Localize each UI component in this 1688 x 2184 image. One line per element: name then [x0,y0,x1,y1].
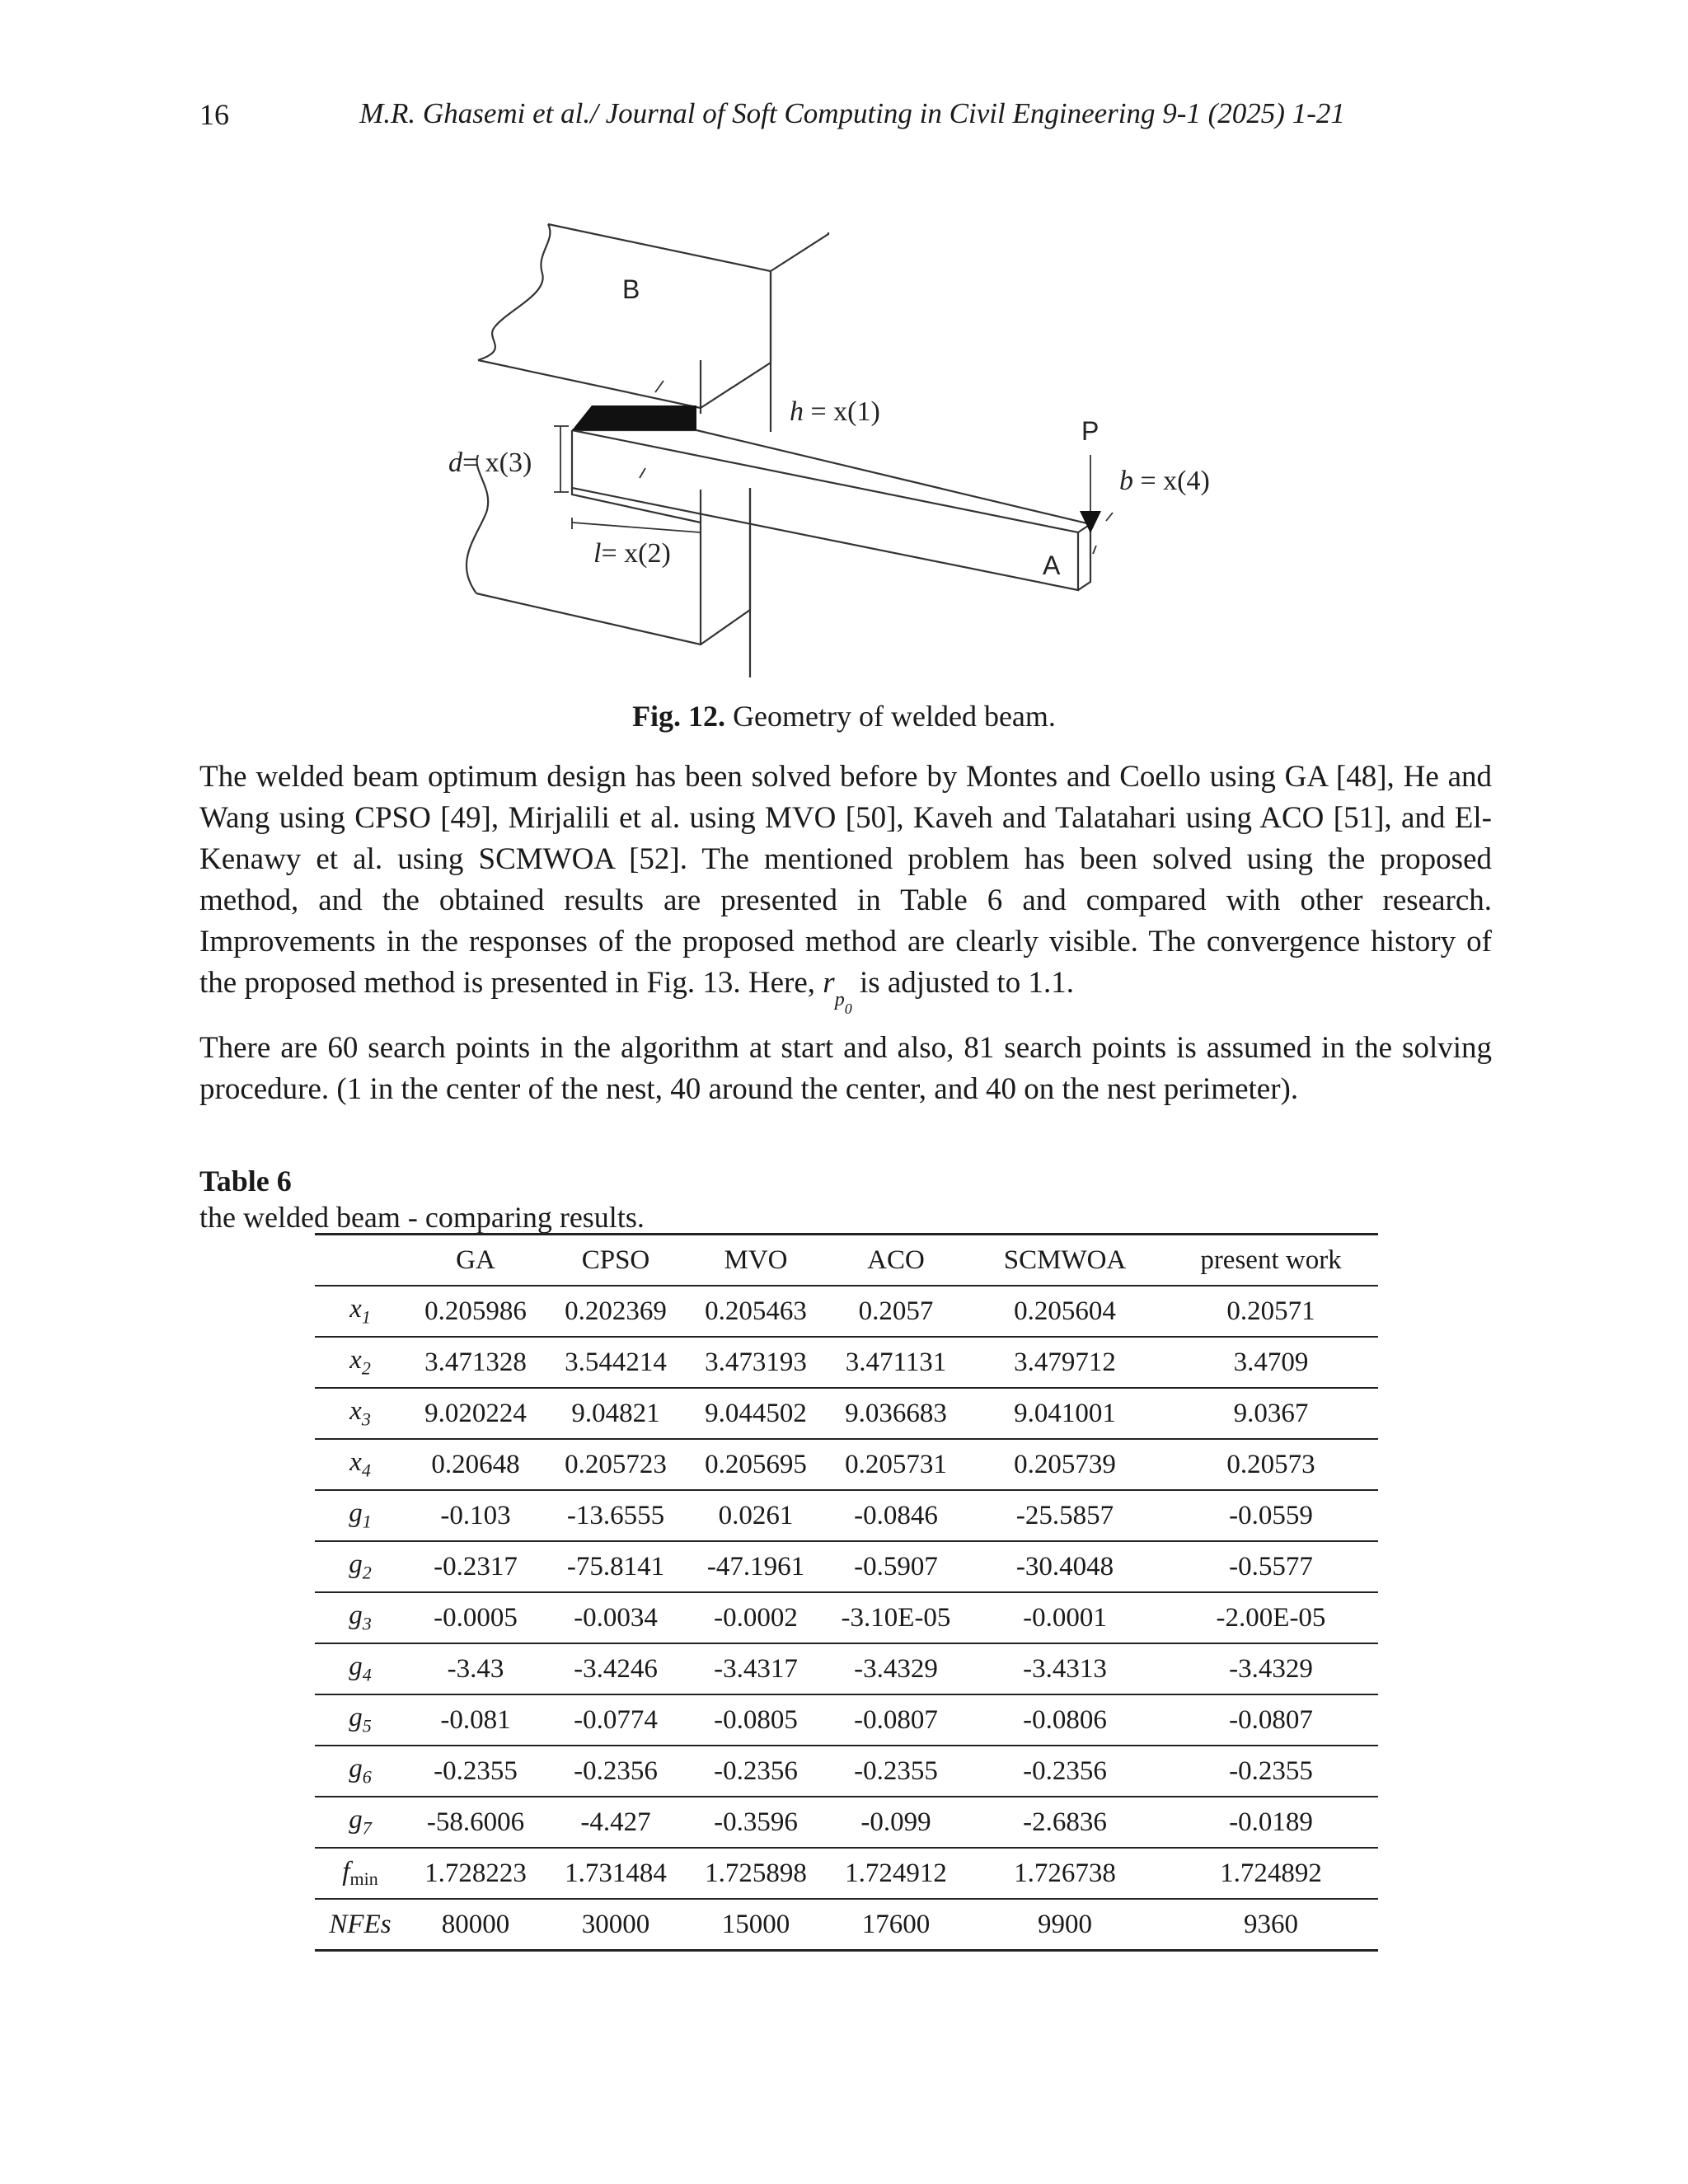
table-title: Table 6 [199,1165,292,1197]
figure-caption [0,699,1688,733]
table-cell: 1.726738 [966,1848,1164,1899]
table-cell: -2.6836 [966,1797,1164,1848]
page-number: 16 [199,98,229,131]
table-cell: 0.0261 [686,1490,826,1541]
table-cell: -3.43 [406,1643,546,1694]
table-cell: 9900 [966,1899,1164,1951]
table-cell: 17600 [826,1899,966,1951]
table-cell: -0.2355 [826,1746,966,1797]
table-cell: -0.2356 [966,1746,1164,1797]
table-cell: -0.0807 [1164,1694,1378,1746]
label-a: A [1043,551,1061,580]
table-cell: -0.2356 [546,1746,686,1797]
table-cell: -3.4313 [966,1643,1164,1694]
label-h: h = x(1) [790,396,880,427]
column-header: MVO [686,1235,826,1286]
beam-top-face [572,430,1090,532]
table-cell: -0.0846 [826,1490,966,1541]
table-cell: -0.081 [406,1694,546,1746]
table-row [315,1490,1378,1541]
table-cell: 9.041001 [966,1388,1164,1439]
row-variable: $x_4$ [315,1439,406,1490]
row-variable: fmin [315,1848,406,1899]
caption-label: Fig. 12. [632,700,726,733]
table-cell: -3.4317 [686,1643,826,1694]
label-p: P [1081,416,1100,446]
table-row [315,1388,1378,1439]
table-cell: -3.10E-05 [826,1592,966,1643]
table-cell: -0.2356 [686,1746,826,1797]
table-row [315,1797,1378,1848]
table-cell: 0.205986 [406,1286,546,1337]
table-cell: -0.0189 [1164,1797,1378,1848]
row-variable: $g_1$ [315,1490,406,1541]
table-cell: -0.0805 [686,1694,826,1746]
table-cell: 3.544214 [546,1337,686,1388]
body-text [199,757,1492,1110]
paragraph-1: The welded beam optimum design has been solved before by Montes and Coello using GA [48], He and Wang using CPSO [49], Mirjalili et al. using MVO [50], Kaveh and Talatahari using ACO [51], and El-Kenawy et al. using SCMWOA [52]. The mentioned problem has been solved using the proposed method, and the obtained results are presented in Table 6 and compared with other research. Improvements in the responses of the proposed method are clearly visible. The convergence history of the proposed method is presented in Fig. 13. Here, $r_{p_0}$ is adjusted to 1.1. [199,760,1492,1018]
table-cell: -2.00E-05 [1164,1592,1378,1643]
rp-symbol: $r_{p_0}$ [823,966,852,1018]
table-row [315,1746,1378,1797]
table-cell: -0.0002 [686,1592,826,1643]
table-cell: 1.731484 [546,1848,686,1899]
running-head: M.R. Ghasemi et al./ Journal of Soft Computing in Civil Engineering 9-1 (2025) 1-21 [359,97,1345,129]
support-wavy-edge-top [478,224,550,360]
dim-l-line [572,518,701,532]
row-variable: $x_1$ [315,1286,406,1337]
table-cell: 9.0367 [1164,1388,1378,1439]
table-cell: -0.2355 [406,1746,546,1797]
table-cell: -3.4329 [826,1643,966,1694]
table-row [315,1694,1378,1746]
support-right-face [701,271,771,408]
table-cell: -0.3596 [686,1797,826,1848]
table-cell: -0.0001 [966,1592,1164,1643]
table-cell: 15000 [686,1899,826,1951]
row-variable: NFEs [315,1899,406,1951]
dim-d-line [554,426,569,492]
caption-text: Geometry of welded beam. [725,700,1056,733]
table-cell: -0.0034 [546,1592,686,1643]
table-cell: -3.4329 [1164,1643,1378,1694]
table-cell: -0.0806 [966,1694,1164,1746]
column-header: SCMWOA [966,1235,1164,1286]
table-cell: -3.4246 [546,1643,686,1694]
table-cell: 0.205463 [686,1286,826,1337]
table-cell: 1.728223 [406,1848,546,1899]
table-subtitle: the welded beam - comparing results. [199,1201,645,1234]
table-cell: 0.20571 [1164,1286,1378,1337]
table-cell: 3.479712 [966,1337,1164,1388]
column-header: present work [1164,1235,1378,1286]
table-cell: 3.471328 [406,1337,546,1388]
row-variable: $g_6$ [315,1746,406,1797]
table-cell: -58.6006 [406,1797,546,1848]
table-cell: -30.4048 [966,1541,1164,1592]
table-cell: -4.427 [546,1797,686,1848]
table-cell: 0.205723 [546,1439,686,1490]
label-bw: b = x(4) [1119,466,1210,496]
welded-beam-figure [412,216,1286,677]
header-empty [315,1235,406,1286]
row-variable: $g_3$ [315,1592,406,1643]
beam-lower-weld-line [572,488,701,523]
table-cell: 9.044502 [686,1388,826,1439]
table-row [315,1286,1378,1337]
table-cell: 3.471131 [826,1337,966,1388]
table-cell: -13.6555 [546,1490,686,1541]
table-row [315,1643,1378,1694]
paragraph-2: There are 60 search points in the algorithm at start and also, 81 search points is assumed in the solving procedure. (1 in the center of the nest, 40 around the center, and 40 on the nest perimeter). [199,1031,1492,1107]
label-b: B [622,274,640,304]
table-cell: 0.20573 [1164,1439,1378,1490]
beam-end-face [1078,524,1090,590]
table-cell: -75.8141 [546,1541,686,1592]
table-row [315,1337,1378,1388]
row-variable: $g_4$ [315,1643,406,1694]
table-cell: 9360 [1164,1899,1378,1951]
table-cell: -0.2355 [1164,1746,1378,1797]
column-header: GA [406,1235,546,1286]
row-variable: $g_7$ [315,1797,406,1848]
table-cell: 9.036683 [826,1388,966,1439]
table-cell: -47.1961 [686,1541,826,1592]
column-header: ACO [826,1235,966,1286]
support-outline [548,224,828,432]
weld-block [572,405,696,430]
table-cell: 9.020224 [406,1388,546,1439]
table-cell: -25.5857 [966,1490,1164,1541]
table-header-row [315,1235,1378,1286]
table-cell: -0.5577 [1164,1541,1378,1592]
table-cell: 0.205739 [966,1439,1164,1490]
table-cell: -0.099 [826,1797,966,1848]
table-cell: 30000 [546,1899,686,1951]
table-cell: 0.2057 [826,1286,966,1337]
table-cell: 3.4709 [1164,1337,1378,1388]
table-row [315,1899,1378,1951]
table-cell: -0.0005 [406,1592,546,1643]
row-variable: $x_3$ [315,1388,406,1439]
table-row [315,1439,1378,1490]
table-cell: 9.04821 [546,1388,686,1439]
table-cell: -0.0807 [826,1694,966,1746]
table-cell: 80000 [406,1899,546,1951]
row-variable: $x_2$ [315,1337,406,1388]
row-variable: $g_5$ [315,1694,406,1746]
table-cell: -0.0774 [546,1694,686,1746]
label-d: d= x(3) [448,448,532,478]
table-cell: -0.5907 [826,1541,966,1592]
table-cell: 0.205695 [686,1439,826,1490]
table-cell: 0.202369 [546,1286,686,1337]
label-l: l= x(2) [593,538,671,569]
table-cell: -0.2317 [406,1541,546,1592]
row-variable: $g_2$ [315,1541,406,1592]
results-table [315,1233,1378,1952]
table-cell: 1.725898 [686,1848,826,1899]
column-header: CPSO [546,1235,686,1286]
table-cell: 0.205731 [826,1439,966,1490]
table-cell: -0.103 [406,1490,546,1541]
table-cell: 3.473193 [686,1337,826,1388]
table-cell: 1.724912 [826,1848,966,1899]
table-row [315,1848,1378,1899]
table-cell: 1.724892 [1164,1848,1378,1899]
table-cell: -0.0559 [1164,1490,1378,1541]
table-cell: 0.20648 [406,1439,546,1490]
table-row [315,1592,1378,1643]
table-cell: 0.205604 [966,1286,1164,1337]
table-row [315,1541,1378,1592]
